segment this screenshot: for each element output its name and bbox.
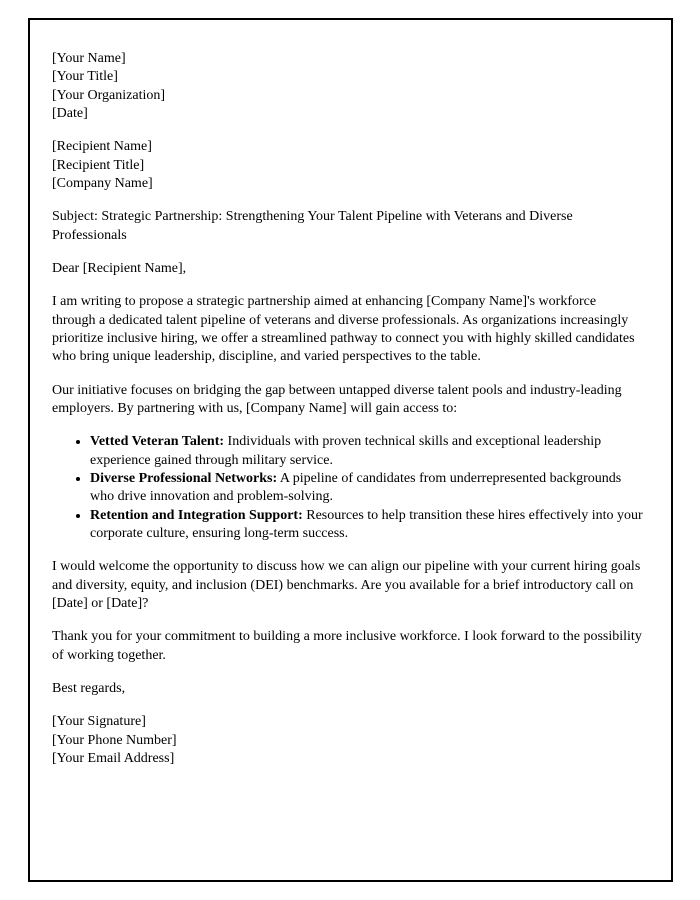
recipient-name: [Recipient Name] — [52, 139, 152, 155]
subject-line: Subject: Strategic Partnership: Strengthening Your Talent Pipeline with Veterans and Diverse Professionals — [52, 209, 573, 243]
list-item — [90, 507, 643, 544]
recipient-title: [Recipient Title] — [52, 157, 145, 173]
sender-block — [52, 50, 643, 123]
bullet-text-diverse-networks: A pipeline of candidates from underrepresented backgrounds who drive innovation and problem-solving. — [90, 470, 622, 505]
signature-block — [52, 713, 643, 768]
list-item — [90, 433, 643, 470]
paragraph-call-to-action: I would welcome the opportunity to discuss how we can align our pipeline with your current hiring goals and diversity, equity, and inclusion (DEI) benchmarks. Are you available for a brief introductory call on [Date] or [Date]? — [52, 559, 641, 611]
list-item — [90, 470, 643, 507]
sender-organization: [Your Organization] — [52, 87, 166, 103]
letter-page — [28, 18, 673, 882]
letter-date: [Date] — [52, 105, 88, 121]
bullet-title-diverse-networks: Diverse Professional Networks: — [90, 470, 278, 486]
paragraph-intro: I am writing to propose a strategic partnership aimed at enhancing [Company Name]'s workforce through a dedicated talent pipeline of veterans and diverse professionals. As organizations increasingly prioritize inclusive hiring, we offer a streamlined pathway to connect you with highly skilled candidates who bring unique leadership, discipline, and varied perspectives to the table. — [52, 294, 635, 365]
recipient-company: [Company Name] — [52, 175, 153, 191]
salutation: Dear [Recipient Name], — [52, 260, 187, 276]
paragraph-thanks: Thank you for your commitment to building a more inclusive workforce. I look forward to the possibility of working together. — [52, 629, 642, 663]
bullet-text-veteran-talent: Individuals with proven technical skills and exceptional leadership experience gained through military service. — [90, 434, 602, 468]
closing: Best regards, — [52, 680, 126, 696]
signature-name: [Your Signature] — [52, 714, 146, 730]
paragraph-initiative: Our initiative focuses on bridging the gap between untapped diverse talent pools and industry-leading employers. By partnering with us, [Company Name] will gain access to: — [52, 382, 622, 416]
signature-phone: [Your Phone Number] — [52, 732, 177, 748]
sender-name: [Your Name] — [52, 51, 126, 66]
bullet-title-retention-support: Retention and Integration Support: — [90, 507, 303, 523]
sender-title: [Your Title] — [52, 69, 118, 85]
bullet-text-retention-support: Resources to help transition these hires effectively into your corporate culture, ensuring long-term success. — [90, 507, 643, 541]
signature-email: [Your Email Address] — [52, 750, 175, 766]
recipient-block — [52, 138, 643, 193]
benefits-list — [52, 433, 643, 543]
bullet-title-veteran-talent: Vetted Veteran Talent: — [90, 434, 225, 450]
